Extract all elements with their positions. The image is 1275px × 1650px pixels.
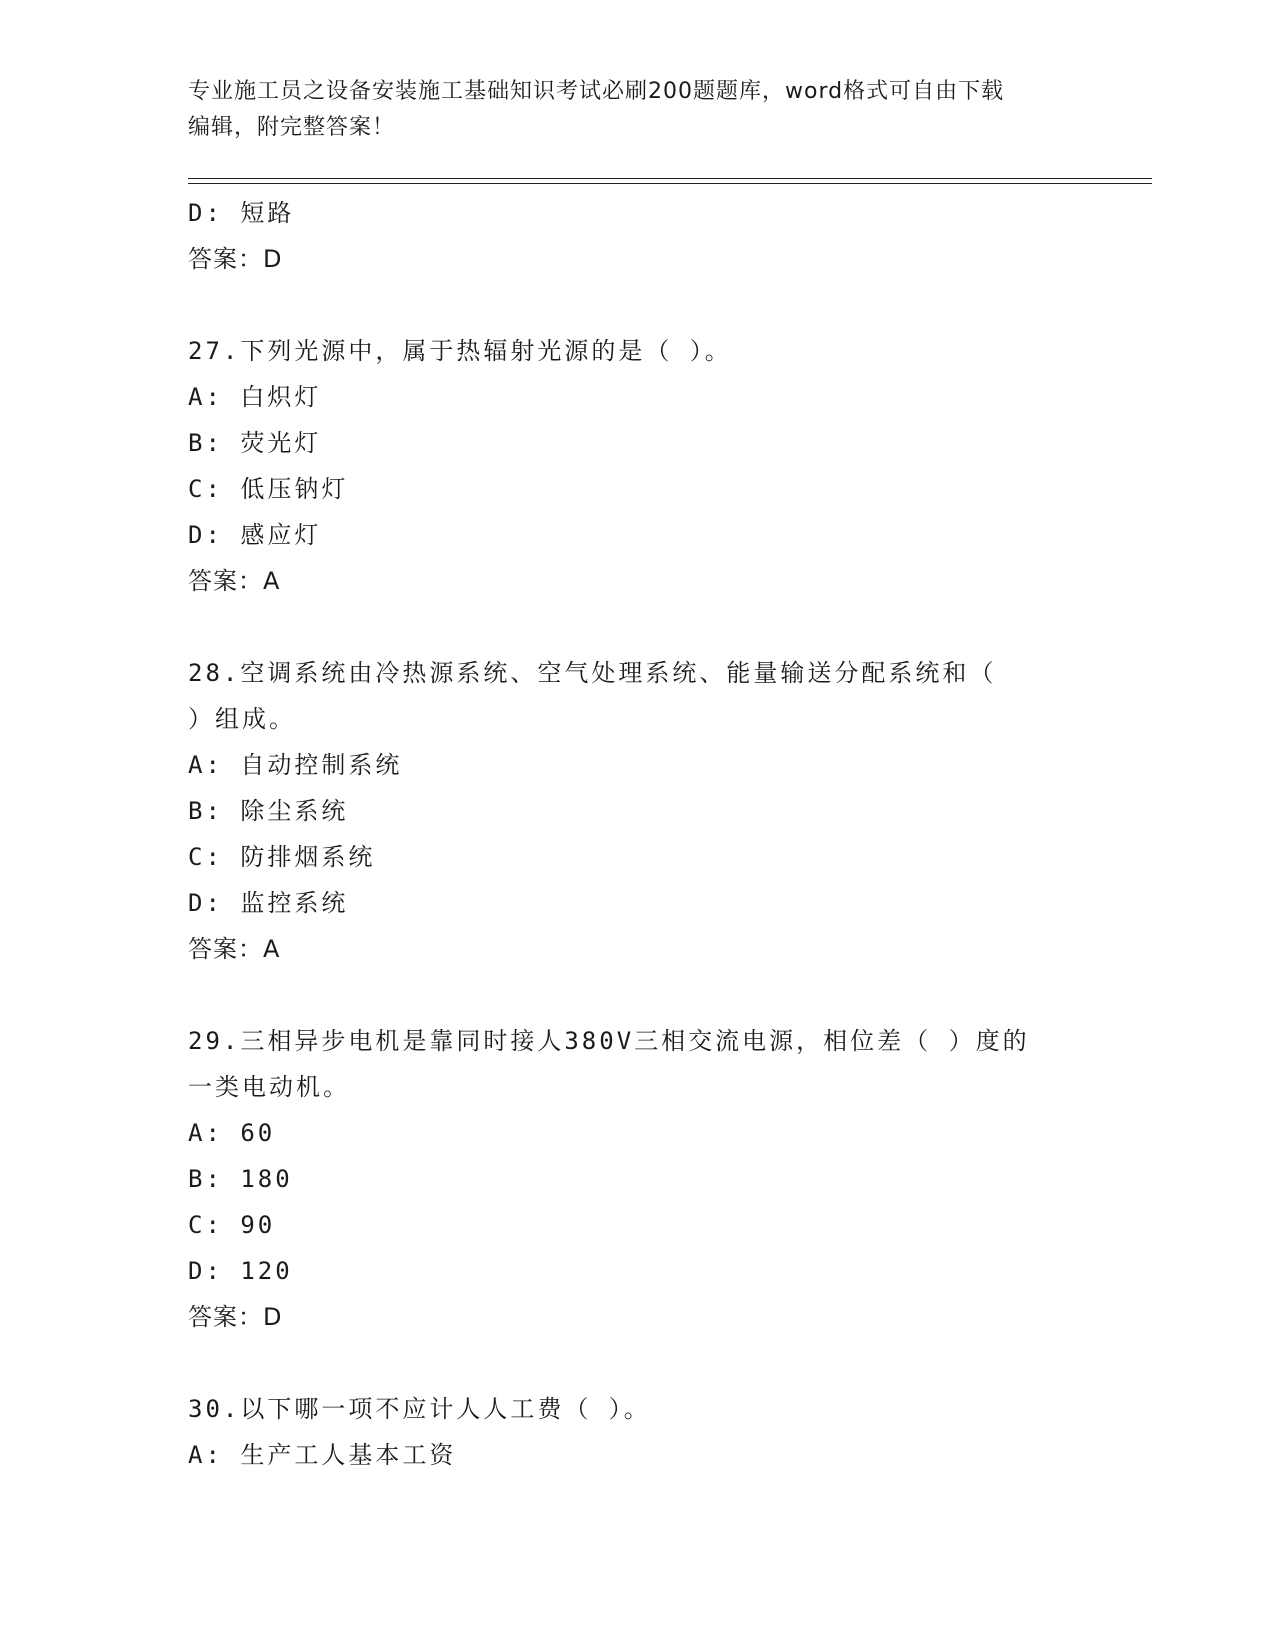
option-d: D: 感应灯 <box>188 521 322 549</box>
answer: 答案：D <box>188 1303 283 1331</box>
question-text: 28.空调系统由冷热源系统、空气处理系统、能量输送分配系统和（ <box>188 659 997 687</box>
spacer <box>188 604 1088 650</box>
header-line-2: 编辑，附完整答案！ <box>188 115 396 140</box>
option-c: C: 低压钠灯 <box>188 475 349 503</box>
answer: 答案：A <box>188 567 281 595</box>
spacer <box>188 282 1088 328</box>
option-c: C: 90 <box>188 1211 276 1239</box>
prev-option-d: D: 短路 <box>188 199 295 227</box>
question-text-cont: 一类电动机。 <box>188 1073 350 1101</box>
spacer <box>188 1340 1088 1386</box>
question-list <box>188 190 1088 1478</box>
question-27 <box>188 328 1088 604</box>
option-a: A: 白炽灯 <box>188 383 322 411</box>
question-30 <box>188 1386 1088 1478</box>
option-a: A: 生产工人基本工资 <box>188 1441 457 1469</box>
option-d: D: 监控系统 <box>188 889 349 917</box>
question-text: 30.以下哪一项不应计人人工费（ ）。 <box>188 1395 651 1423</box>
answer: 答案：A <box>188 935 281 963</box>
option-a: A: 自动控制系统 <box>188 751 403 779</box>
option-d: D: 120 <box>188 1257 293 1285</box>
question-29 <box>188 1018 1088 1340</box>
question-28 <box>188 650 1088 972</box>
header-line-1: 专业施工员之设备安装施工基础知识考试必刷200题题库，word格式可自由下载 <box>188 79 1005 104</box>
option-c: C: 防排烟系统 <box>188 843 376 871</box>
header-rule-bottom <box>188 183 1152 184</box>
question-text: 29.三相异步电机是靠同时接人380V三相交流电源，相位差（ ）度的 <box>188 1027 1030 1055</box>
question-text-cont: ）组成。 <box>188 705 296 733</box>
option-b: B: 180 <box>188 1165 293 1193</box>
header-rule-top <box>188 178 1152 179</box>
option-b: B: 荧光灯 <box>188 429 322 457</box>
question-text: 27.下列光源中，属于热辐射光源的是（ ）。 <box>188 337 732 365</box>
option-b: B: 除尘系统 <box>188 797 349 825</box>
document-header <box>188 74 1088 146</box>
prev-answer: 答案：D <box>188 245 283 273</box>
option-a: A: 60 <box>188 1119 276 1147</box>
spacer <box>188 972 1088 1018</box>
